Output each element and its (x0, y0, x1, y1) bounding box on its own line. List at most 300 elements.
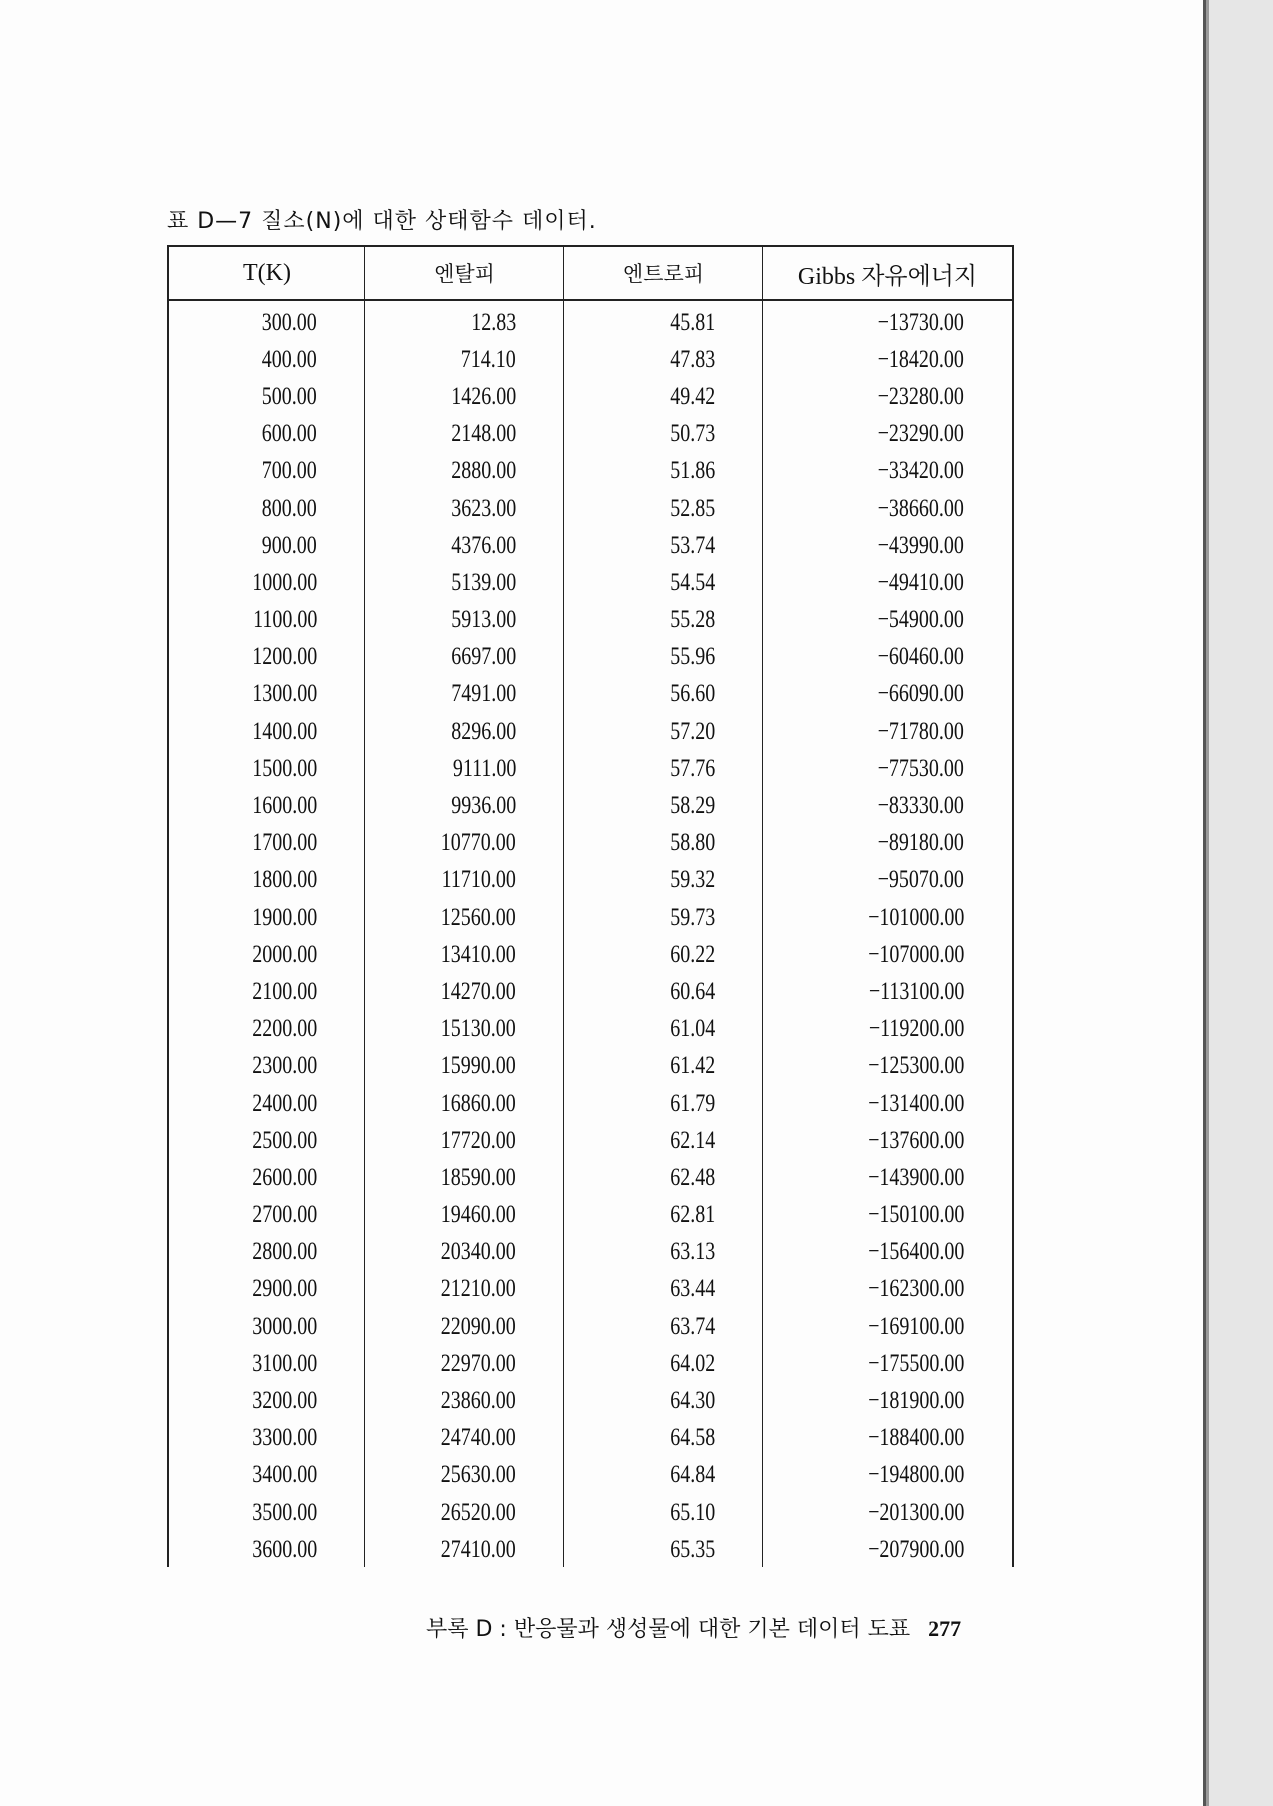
cell-entropy-value: 51.86 (670, 457, 715, 485)
cell-entropy-value: 65.35 (670, 1535, 715, 1563)
cell-entropy-value: 62.48 (670, 1163, 715, 1191)
table-row (169, 564, 1012, 601)
cell-enthalpy (365, 383, 564, 411)
cell-enthalpy-value: 3623.00 (451, 494, 516, 522)
cell-entropy-value: 55.96 (670, 643, 715, 671)
table-row (169, 973, 1012, 1010)
cell-temperature-value: 1000.00 (252, 568, 317, 596)
cell-gibbs-value: −43990.00 (877, 531, 964, 559)
cell-entropy (564, 1238, 763, 1266)
cell-entropy-value: 49.42 (670, 382, 715, 410)
table-caption: 표 D—7 질소(N)에 대한 상태함수 데이터. (167, 209, 597, 234)
cell-gibbs (763, 1127, 1012, 1155)
table-body (169, 304, 1012, 1568)
cell-entropy (564, 1536, 763, 1564)
cell-temperature (169, 1499, 365, 1527)
cell-entropy-value: 61.79 (670, 1089, 715, 1117)
cell-gibbs-value: −169100.00 (867, 1312, 964, 1340)
cell-temperature (169, 1461, 365, 1489)
cell-gibbs (763, 420, 1012, 448)
cell-enthalpy (365, 904, 564, 932)
cell-gibbs (763, 755, 1012, 783)
cell-entropy (564, 1350, 763, 1378)
cell-temperature (169, 1536, 365, 1564)
cell-entropy-value: 59.32 (670, 866, 715, 894)
cell-gibbs (763, 1313, 1012, 1341)
cell-entropy-value: 64.02 (670, 1349, 715, 1377)
cell-temperature-value: 800.00 (262, 494, 317, 522)
cell-temperature-value: 3300.00 (252, 1424, 317, 1452)
cell-gibbs (763, 866, 1012, 894)
cell-entropy-value: 65.10 (670, 1498, 715, 1526)
cell-temperature (169, 866, 365, 894)
cell-enthalpy (365, 680, 564, 708)
cell-enthalpy-value: 19460.00 (441, 1201, 516, 1229)
cell-temperature (169, 792, 365, 820)
table-row (169, 1085, 1012, 1122)
cell-entropy (564, 718, 763, 746)
cell-temperature (169, 1350, 365, 1378)
cell-enthalpy (365, 1127, 564, 1155)
cell-gibbs (763, 792, 1012, 820)
cell-enthalpy-value: 22970.00 (441, 1349, 516, 1377)
cell-entropy-value: 50.73 (670, 420, 715, 448)
cell-temperature-value: 1800.00 (252, 866, 317, 894)
cell-temperature-value: 2500.00 (252, 1126, 317, 1154)
table-row (169, 304, 1012, 341)
cell-enthalpy-value: 15990.00 (441, 1052, 516, 1080)
cell-gibbs (763, 1499, 1012, 1527)
page-footer (426, 1612, 961, 1643)
cell-gibbs-value: −181900.00 (867, 1387, 964, 1415)
cell-temperature-value: 3100.00 (252, 1349, 317, 1377)
cell-temperature (169, 643, 365, 671)
table-row (169, 750, 1012, 787)
cell-temperature-value: 2400.00 (252, 1089, 317, 1117)
cell-enthalpy-value: 7491.00 (451, 680, 516, 708)
cell-enthalpy-value: 2148.00 (451, 420, 516, 448)
cell-gibbs-value: −107000.00 (867, 940, 964, 968)
cell-temperature (169, 904, 365, 932)
cell-enthalpy (365, 1387, 564, 1415)
cell-entropy-value: 54.54 (670, 568, 715, 596)
table-row (169, 787, 1012, 824)
cell-gibbs-value: −38660.00 (877, 494, 964, 522)
cell-temperature-value: 2700.00 (252, 1201, 317, 1229)
table-row (169, 453, 1012, 490)
cell-gibbs-value: −201300.00 (867, 1498, 964, 1526)
cell-entropy-value: 57.76 (670, 754, 715, 782)
cell-enthalpy-value: 24740.00 (441, 1424, 516, 1452)
cell-enthalpy-value: 16860.00 (441, 1089, 516, 1117)
cell-enthalpy-value: 9111.00 (452, 754, 516, 782)
cell-enthalpy-value: 12560.00 (441, 903, 516, 931)
cell-entropy (564, 495, 763, 523)
cell-enthalpy (365, 1424, 564, 1452)
cell-temperature-value: 400.00 (262, 345, 317, 373)
cell-entropy (564, 978, 763, 1006)
cell-entropy (564, 569, 763, 597)
cell-enthalpy (365, 309, 564, 337)
cell-entropy (564, 1201, 763, 1229)
cell-enthalpy (365, 1461, 564, 1489)
cell-enthalpy (365, 643, 564, 671)
cell-enthalpy (365, 1201, 564, 1229)
cell-entropy (564, 1164, 763, 1192)
cell-enthalpy-value: 23860.00 (441, 1387, 516, 1415)
cell-enthalpy (365, 1536, 564, 1564)
cell-entropy-value: 58.29 (670, 792, 715, 820)
cell-entropy-value: 63.74 (670, 1312, 715, 1340)
cell-entropy (564, 1461, 763, 1489)
cell-entropy (564, 680, 763, 708)
cell-gibbs (763, 941, 1012, 969)
cell-temperature-value: 3600.00 (252, 1535, 317, 1563)
cell-enthalpy-value: 2880.00 (451, 457, 516, 485)
cell-enthalpy (365, 457, 564, 485)
table-row (169, 1494, 1012, 1531)
cell-enthalpy-value: 17720.00 (441, 1126, 516, 1154)
cell-entropy (564, 457, 763, 485)
cell-gibbs (763, 680, 1012, 708)
cell-entropy (564, 792, 763, 820)
header-gibbs-free-energy: Gibbs 자유에너지 (797, 263, 978, 290)
cell-gibbs-value: −54900.00 (877, 606, 964, 634)
cell-entropy (564, 643, 763, 671)
page-number: 277 (928, 1616, 962, 1641)
cell-entropy-value: 64.30 (670, 1387, 715, 1415)
cell-temperature (169, 309, 365, 337)
cell-enthalpy (365, 1275, 564, 1303)
cell-entropy-value: 64.58 (670, 1424, 715, 1452)
cell-temperature (169, 346, 365, 374)
cell-temperature-value: 1100.00 (252, 606, 317, 634)
cell-enthalpy (365, 420, 564, 448)
cell-gibbs (763, 309, 1012, 337)
cell-enthalpy-value: 25630.00 (441, 1461, 516, 1489)
cell-gibbs (763, 1090, 1012, 1118)
cell-entropy-value: 55.28 (670, 606, 715, 634)
cell-temperature (169, 978, 365, 1006)
cell-entropy (564, 941, 763, 969)
cell-entropy-value: 61.42 (670, 1052, 715, 1080)
cell-enthalpy (365, 866, 564, 894)
cell-entropy (564, 532, 763, 560)
header-entropy: 엔트로피 (622, 262, 705, 286)
cell-gibbs (763, 1164, 1012, 1192)
cell-entropy (564, 866, 763, 894)
cell-temperature-value: 1300.00 (252, 680, 317, 708)
cell-gibbs (763, 1015, 1012, 1043)
cell-gibbs (763, 606, 1012, 634)
table-header (169, 247, 1012, 301)
cell-gibbs (763, 1461, 1012, 1489)
cell-enthalpy (365, 606, 564, 634)
cell-entropy-value: 62.14 (670, 1126, 715, 1154)
cell-enthalpy (365, 1499, 564, 1527)
cell-enthalpy-value: 14270.00 (441, 977, 516, 1005)
cell-entropy-value: 52.85 (670, 494, 715, 522)
table-row (169, 490, 1012, 527)
cell-gibbs (763, 1201, 1012, 1229)
cell-temperature-value: 1900.00 (252, 903, 317, 931)
cell-entropy (564, 1275, 763, 1303)
table-row (169, 1159, 1012, 1196)
table-row (169, 341, 1012, 378)
cell-enthalpy (365, 1052, 564, 1080)
cell-gibbs-value: −188400.00 (867, 1424, 964, 1452)
table-row (169, 1382, 1012, 1419)
table-row (169, 825, 1012, 862)
cell-temperature-value: 700.00 (262, 457, 317, 485)
table-row (169, 639, 1012, 676)
cell-temperature (169, 1015, 365, 1043)
cell-gibbs-value: −175500.00 (867, 1349, 964, 1377)
cell-temperature-value: 3200.00 (252, 1387, 317, 1415)
cell-entropy (564, 1424, 763, 1452)
cell-temperature (169, 755, 365, 783)
cell-temperature-value: 1500.00 (252, 754, 317, 782)
cell-temperature (169, 1201, 365, 1229)
state-function-table (167, 245, 1014, 1567)
cell-temperature (169, 829, 365, 857)
cell-entropy-value: 60.22 (670, 940, 715, 968)
cell-enthalpy (365, 755, 564, 783)
cell-gibbs (763, 1238, 1012, 1266)
table-row (169, 1420, 1012, 1457)
cell-enthalpy-value: 13410.00 (441, 940, 516, 968)
cell-temperature (169, 532, 365, 560)
cell-gibbs (763, 457, 1012, 485)
cell-entropy-value: 58.80 (670, 829, 715, 857)
cell-enthalpy (365, 718, 564, 746)
cell-entropy (564, 1015, 763, 1043)
cell-temperature-value: 900.00 (262, 531, 317, 559)
cell-gibbs-value: −113100.00 (868, 977, 964, 1005)
cell-gibbs-value: −131400.00 (867, 1089, 964, 1117)
table-row (169, 899, 1012, 936)
cell-gibbs-value: −18420.00 (877, 345, 964, 373)
cell-enthalpy-value: 11710.00 (441, 866, 516, 894)
cell-gibbs-value: −83330.00 (877, 792, 964, 820)
cell-enthalpy-value: 12.83 (471, 308, 516, 336)
header-temperature: T(K) (243, 259, 291, 286)
cell-gibbs-value: −119200.00 (868, 1015, 964, 1043)
table-row (169, 1308, 1012, 1345)
cell-entropy (564, 606, 763, 634)
cell-temperature (169, 1275, 365, 1303)
cell-temperature (169, 680, 365, 708)
cell-temperature-value: 300.00 (262, 308, 317, 336)
cell-temperature-value: 2800.00 (252, 1238, 317, 1266)
cell-entropy (564, 1090, 763, 1118)
cell-entropy-value: 47.83 (670, 345, 715, 373)
cell-gibbs-value: −125300.00 (867, 1052, 964, 1080)
cell-enthalpy (365, 495, 564, 523)
footer-title: 부록 D : 반응물과 생성물에 대한 기본 데이터 도표 (426, 1617, 911, 1642)
cell-gibbs-value: −49410.00 (877, 568, 964, 596)
cell-gibbs (763, 1424, 1012, 1452)
cell-enthalpy-value: 26520.00 (441, 1498, 516, 1526)
cell-temperature (169, 495, 365, 523)
cell-enthalpy (365, 1164, 564, 1192)
cell-entropy-value: 60.64 (670, 977, 715, 1005)
table-row (169, 1234, 1012, 1271)
cell-temperature (169, 383, 365, 411)
table-row (169, 1457, 1012, 1494)
cell-entropy (564, 904, 763, 932)
cell-gibbs (763, 495, 1012, 523)
cell-enthalpy-value: 1426.00 (451, 382, 516, 410)
cell-enthalpy-value: 714.10 (461, 345, 516, 373)
cell-temperature (169, 420, 365, 448)
cell-enthalpy (365, 792, 564, 820)
cell-temperature-value: 500.00 (262, 382, 317, 410)
cell-gibbs-value: −33420.00 (877, 457, 964, 485)
cell-entropy-value: 61.04 (670, 1015, 715, 1043)
cell-gibbs (763, 383, 1012, 411)
cell-gibbs (763, 978, 1012, 1006)
cell-enthalpy (365, 532, 564, 560)
cell-gibbs-value: −60460.00 (877, 643, 964, 671)
cell-gibbs-value: −150100.00 (867, 1201, 964, 1229)
cell-enthalpy-value: 10770.00 (441, 829, 516, 857)
cell-gibbs-value: −23290.00 (877, 420, 964, 448)
cell-entropy (564, 1127, 763, 1155)
cell-entropy (564, 420, 763, 448)
cell-gibbs (763, 1275, 1012, 1303)
cell-temperature-value: 3000.00 (252, 1312, 317, 1340)
cell-entropy (564, 1499, 763, 1527)
cell-gibbs-value: −194800.00 (867, 1461, 964, 1489)
cell-gibbs-value: −89180.00 (877, 829, 964, 857)
cell-temperature (169, 457, 365, 485)
cell-temperature-value: 2600.00 (252, 1163, 317, 1191)
cell-enthalpy-value: 5139.00 (451, 568, 516, 596)
cell-entropy (564, 1387, 763, 1415)
cell-temperature-value: 2100.00 (252, 977, 317, 1005)
cell-temperature (169, 1052, 365, 1080)
cell-temperature-value: 1400.00 (252, 717, 317, 745)
cell-temperature (169, 1127, 365, 1155)
cell-enthalpy (365, 1313, 564, 1341)
cell-gibbs-value: −23280.00 (877, 382, 964, 410)
cell-gibbs (763, 1350, 1012, 1378)
cell-gibbs (763, 643, 1012, 671)
cell-temperature-value: 2000.00 (252, 940, 317, 968)
cell-enthalpy (365, 346, 564, 374)
cell-enthalpy-value: 5913.00 (451, 606, 516, 634)
cell-temperature-value: 3400.00 (252, 1461, 317, 1489)
cell-entropy-value: 62.81 (670, 1201, 715, 1229)
cell-gibbs-value: −66090.00 (877, 680, 964, 708)
table-row (169, 1011, 1012, 1048)
cell-temperature-value: 3500.00 (252, 1498, 317, 1526)
table-row (169, 1531, 1012, 1568)
cell-enthalpy (365, 1238, 564, 1266)
cell-gibbs (763, 829, 1012, 857)
table-row (169, 527, 1012, 564)
cell-enthalpy (365, 569, 564, 597)
cell-entropy (564, 755, 763, 783)
cell-temperature (169, 1424, 365, 1452)
cell-enthalpy-value: 15130.00 (441, 1015, 516, 1043)
cell-enthalpy-value: 21210.00 (441, 1275, 516, 1303)
cell-temperature (169, 718, 365, 746)
cell-enthalpy-value: 18590.00 (441, 1163, 516, 1191)
cell-temperature-value: 1600.00 (252, 792, 317, 820)
cell-gibbs-value: −77530.00 (877, 754, 964, 782)
cell-gibbs-value: −137600.00 (867, 1126, 964, 1154)
cell-enthalpy-value: 9936.00 (451, 792, 516, 820)
table-row (169, 378, 1012, 415)
cell-gibbs-value: −156400.00 (867, 1238, 964, 1266)
table-row (169, 713, 1012, 750)
cell-gibbs (763, 569, 1012, 597)
cell-gibbs-value: −13730.00 (877, 308, 964, 336)
cell-entropy-value: 53.74 (670, 531, 715, 559)
cell-entropy (564, 1052, 763, 1080)
cell-temperature (169, 569, 365, 597)
cell-gibbs-value: −162300.00 (867, 1275, 964, 1303)
cell-temperature (169, 1313, 365, 1341)
cell-gibbs-value: −207900.00 (867, 1535, 964, 1563)
cell-enthalpy (365, 978, 564, 1006)
cell-entropy (564, 309, 763, 337)
table-row (169, 862, 1012, 899)
table-row (169, 676, 1012, 713)
cell-enthalpy-value: 8296.00 (451, 717, 516, 745)
table-row (169, 1271, 1012, 1308)
cell-temperature (169, 1387, 365, 1415)
table-row (169, 416, 1012, 453)
table-row (169, 1197, 1012, 1234)
cell-enthalpy (365, 1090, 564, 1118)
cell-gibbs (763, 1052, 1012, 1080)
cell-entropy (564, 829, 763, 857)
cell-enthalpy-value: 27410.00 (441, 1535, 516, 1563)
cell-enthalpy-value: 22090.00 (441, 1312, 516, 1340)
cell-enthalpy (365, 941, 564, 969)
cell-entropy-value: 64.84 (670, 1461, 715, 1489)
cell-entropy-value: 56.60 (670, 680, 715, 708)
table-row (169, 1345, 1012, 1382)
cell-temperature-value: 2900.00 (252, 1275, 317, 1303)
cell-temperature (169, 1164, 365, 1192)
cell-enthalpy (365, 829, 564, 857)
cell-entropy-value: 63.13 (670, 1238, 715, 1266)
cell-gibbs (763, 346, 1012, 374)
cell-temperature-value: 1700.00 (252, 829, 317, 857)
cell-gibbs (763, 1387, 1012, 1415)
cell-temperature-value: 1200.00 (252, 643, 317, 671)
cell-temperature-value: 2300.00 (252, 1052, 317, 1080)
cell-temperature (169, 941, 365, 969)
cell-enthalpy-value: 6697.00 (451, 643, 516, 671)
cell-temperature-value: 2200.00 (252, 1015, 317, 1043)
table-row (169, 1122, 1012, 1159)
cell-gibbs (763, 904, 1012, 932)
header-enthalpy: 엔탈피 (434, 262, 495, 286)
cell-gibbs-value: −143900.00 (867, 1163, 964, 1191)
cell-gibbs (763, 1536, 1012, 1564)
cell-entropy-value: 57.20 (670, 717, 715, 745)
cell-entropy (564, 1313, 763, 1341)
cell-enthalpy (365, 1350, 564, 1378)
cell-temperature (169, 606, 365, 634)
cell-gibbs (763, 718, 1012, 746)
cell-entropy (564, 346, 763, 374)
